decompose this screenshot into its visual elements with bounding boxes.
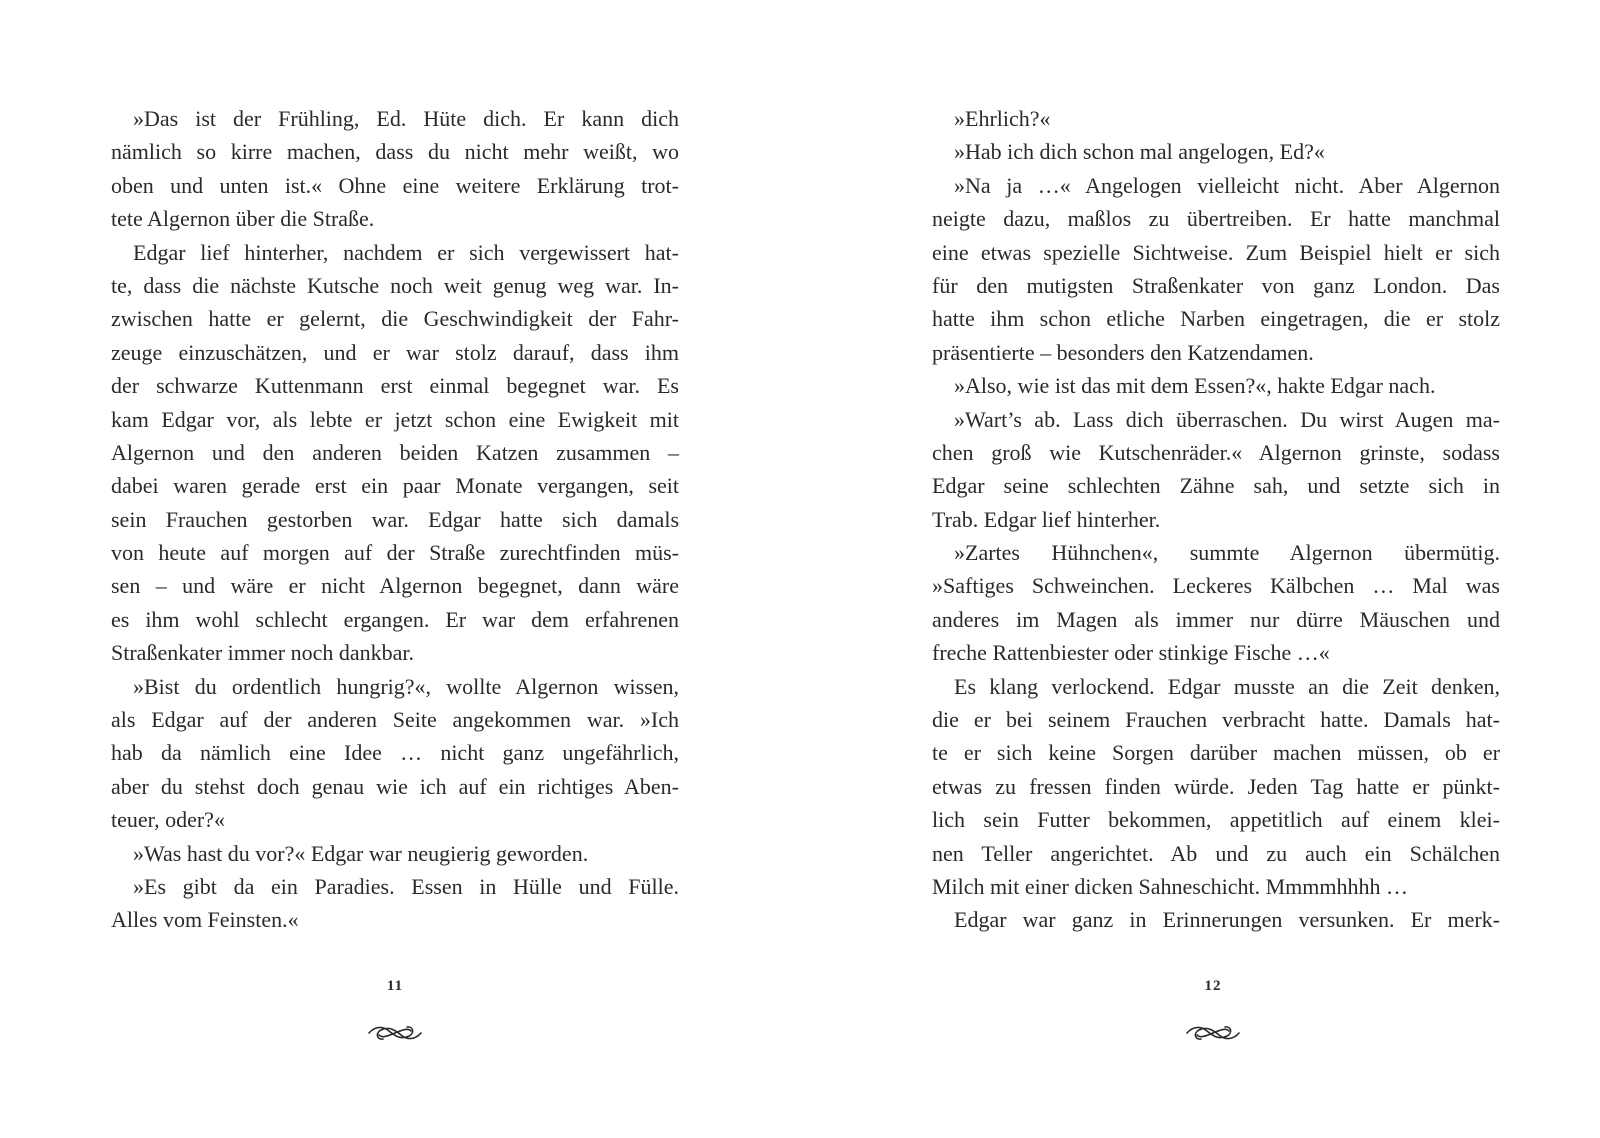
left-page (111, 102, 679, 937)
right-page-text (932, 102, 1500, 937)
text-line: hab da nämlich eine Idee … nicht ganz ungefährlich, (111, 740, 679, 766)
text-line: teuer, oder?« (111, 807, 225, 833)
text-line: te, dass die nächste Kutsche noch weit genug weg war. In- (111, 272, 679, 298)
text-line: chen groß wie Kutschenräder.« Algernon grinste, sodass (932, 439, 1500, 465)
text-line: Alles vom Feinsten.« (111, 907, 299, 933)
text-line: oben und unten ist.« Ohne eine weitere Erklärung trot- (111, 172, 679, 198)
text-line: freche Rattenbiester oder stinkige Fische …« (932, 640, 1330, 666)
text-line: Edgar seine schlechten Zähne sah, und setzte sich in (932, 473, 1500, 499)
text-line: te er sich keine Sorgen darüber machen müssen, ob er (932, 740, 1500, 766)
text-line: »Zartes Hühnchen«, summte Algernon übermütig. (954, 540, 1500, 566)
text-line: »Ehrlich?« (954, 106, 1051, 131)
text-line: nen Teller angerichtet. Ab und zu auch ein Schälchen (932, 840, 1500, 866)
text-line: hatte ihm schon etliche Narben eingetragen, die er stolz (932, 306, 1500, 332)
text-line: nämlich so kirre machen, dass du nicht mehr weißt, wo (111, 139, 679, 165)
right-page (932, 102, 1500, 937)
text-line: aber du stehst doch genau wie ich auf ein richtiges Aben- (111, 773, 679, 799)
text-line: sein Frauchen gestorben war. Edgar hatte sich damals (111, 506, 679, 532)
text-line: lich sein Futter bekommen, appetitlich auf einem klei- (932, 807, 1500, 833)
flourish-ornament-icon (1183, 1018, 1243, 1048)
text-line: tete Algernon über die Straße. (111, 206, 375, 232)
text-line: Straßenkater immer noch dankbar. (111, 640, 415, 666)
text-line: als Edgar auf der anderen Seite angekommen war. »Ich (111, 707, 679, 733)
text-line: Edgar lief hinterher, nachdem er sich vergewissert hat- (133, 239, 679, 265)
flourish-ornament-icon (365, 1018, 425, 1048)
text-line: »Saftiges Schweinchen. Leckeres Kälbchen … Mal was (932, 573, 1500, 599)
text-line: »Das ist der Frühling, Ed. Hüte dich. Er kann dich (133, 106, 679, 131)
text-line: für den mutigsten Straßenkater von ganz London. Das (932, 272, 1500, 298)
text-line: präsentierte – besonders den Katzendamen. (932, 339, 1314, 365)
text-line: Algernon und den anderen beiden Katzen zusammen – (111, 439, 679, 465)
page-number-right: 12 (1204, 978, 1222, 994)
text-line: Trab. Edgar lief hinterher. (932, 506, 1161, 532)
text-line: Milch mit einer dicken Sahneschicht. Mmmmhhhh … (932, 873, 1408, 899)
text-line: Edgar war ganz in Erinnerungen versunken. Er merk- (954, 907, 1500, 933)
text-line: zwischen hatte er gelernt, die Geschwindigkeit der Fahr- (111, 306, 679, 332)
text-line: kam Edgar vor, als lebte er jetzt schon eine Ewigkeit mit (111, 406, 679, 432)
left-page-text (111, 102, 679, 937)
text-line: »Was hast du vor?« Edgar war neugierig geworden. (133, 840, 589, 866)
text-line: anderes im Magen als immer nur dürre Mäuschen und (932, 606, 1500, 632)
text-line: »Wart’s ab. Lass dich überraschen. Du wirst Augen ma- (954, 406, 1500, 432)
text-line: »Bist du ordentlich hungrig?«, wollte Algernon wissen, (133, 673, 679, 699)
text-line: »Hab ich dich schon mal angelogen, Ed?« (954, 139, 1325, 165)
text-line: »Also, wie ist das mit dem Essen?«, hakte Edgar nach. (954, 373, 1436, 399)
text-line: »Es gibt da ein Paradies. Essen in Hülle und Fülle. (133, 873, 679, 899)
text-line: es ihm wohl schlecht ergangen. Er war dem erfahrenen (111, 606, 679, 632)
text-line: Es klang verlockend. Edgar musste an die Zeit denken, (954, 673, 1500, 699)
text-line: zeuge einzuschätzen, und er war stolz darauf, dass ihm (111, 339, 679, 365)
text-line: eine etwas spezielle Sichtweise. Zum Beispiel hielt er sich (932, 239, 1500, 265)
text-line: sen – und wäre er nicht Algernon begegnet, dann wäre (111, 573, 679, 599)
page-number-left: 11 (386, 978, 404, 994)
text-line: etwas zu fressen finden würde. Jeden Tag hatte er pünkt- (932, 773, 1500, 799)
text-line: die er bei seinem Frauchen verbracht hatte. Damals hat- (932, 707, 1500, 733)
text-line: dabei waren gerade erst ein paar Monate vergangen, seit (111, 473, 679, 499)
text-line: der schwarze Kuttenmann erst einmal begegnet war. Es (111, 373, 679, 399)
text-line: neigte dazu, maßlos zu übertreiben. Er hatte manchmal (932, 206, 1500, 232)
text-line: von heute auf morgen auf der Straße zurechtfinden müs- (111, 540, 679, 566)
text-line: »Na ja …« Angelogen vielleicht nicht. Aber Algernon (954, 172, 1500, 198)
